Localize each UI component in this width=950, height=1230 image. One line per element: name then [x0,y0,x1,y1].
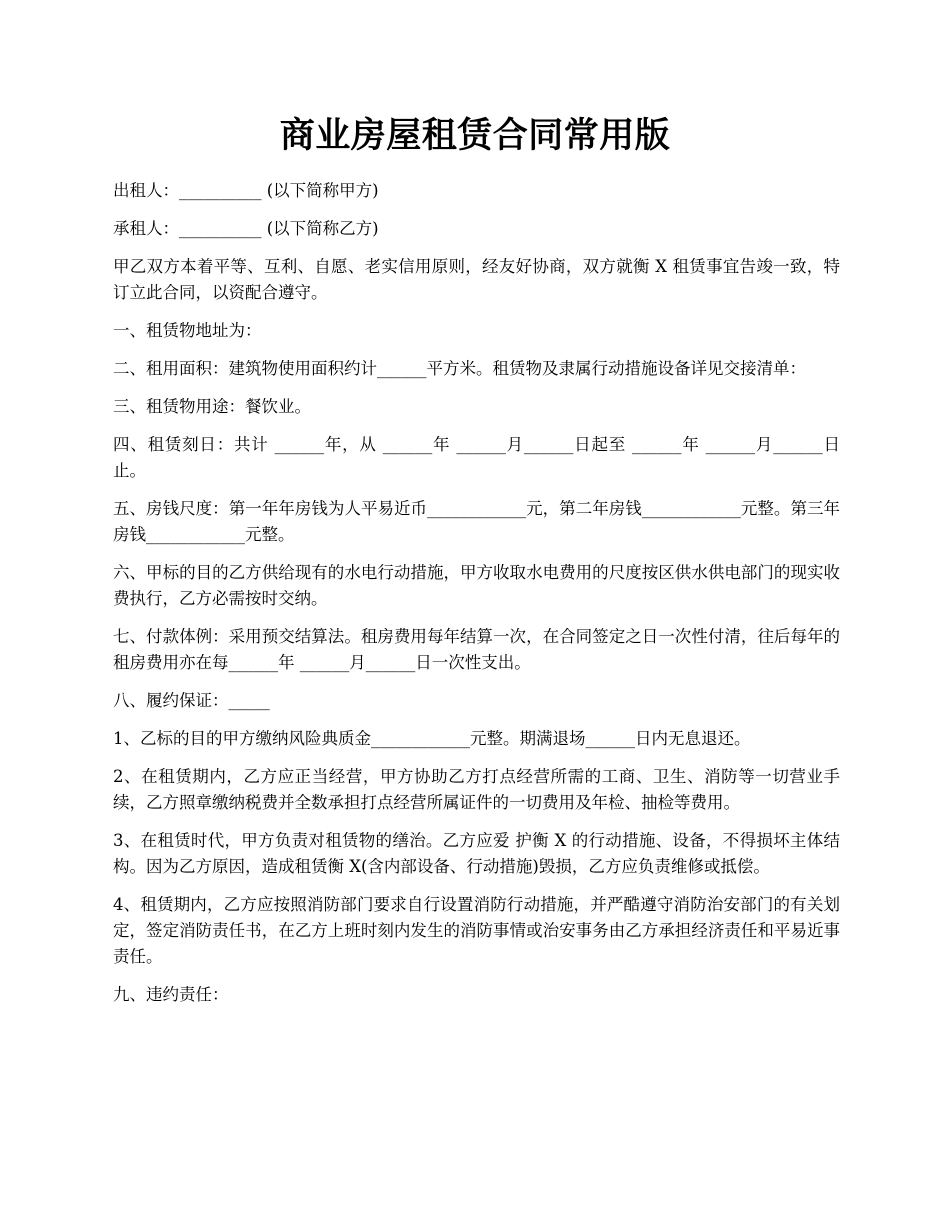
clause-3-usage: 三、租赁物用途：餐饮业。 [113,397,311,416]
clause-2-area: 二、租用面积：建筑物使用面积约计______平方米。租赁物及隶属行动措施设备详见交接清单： [113,359,806,378]
clause-4-term: 四、租赁刻日：共计 ______年，从 ______年 ______月______日起至 ______年 ______月______日止。 [113,435,840,480]
guarantee-item-3: 3、在租赁时代，甲方负责对租赁物的缮治。乙方应爱 护衡 X 的行动措施、设备，不得损坏主体结构。因为乙方原因，造成租赁衡 X(含内部设备、行动措施)毁损，乙方应负责维修或抵偿。 [113,831,840,876]
clause-6-utilities: 六、甲标的目的乙方供给现有的水电行动措施，甲方收取水电费用的尺度按区供水供电部门的现实收费执行，乙方必需按时交纳。 [113,563,840,608]
document-body [113,178,840,1020]
clause-1-address: 一、租赁物地址为： [113,321,262,340]
lessee-line: 承租人：__________ (以下简称乙方) [113,219,379,238]
document-title: 商业房屋租赁合同常用版 [279,115,671,156]
clause-5-rent: 五、房钱尺度：第一年年房钱为人平易近币____________元，第二年房钱____________元整。第三年房钱____________元整。 [113,499,840,544]
clause-7-payment: 七、付款体例：采用预交结算法。租房费用每年结算一次，在合同签定之日一次性付清，往后每年的租房费用亦在每______年 ______月______日一次性支出。 [113,627,840,672]
lessor-line: 出租人：__________ (以下简称甲方) [113,181,379,200]
clause-8-guarantee: 八、履约保证：_____ [113,691,270,710]
preamble-paragraph: 甲乙双方本着平等、互利、自愿、老实信用原则，经友好协商，双方就衡 X 租赁事宜告竣一致，特订立此合同，以资配合遵守。 [113,257,840,302]
guarantee-item-1: 1、乙标的目的甲方缴纳风险典质金____________元整。期满退场______日内无息退还。 [113,729,751,748]
guarantee-item-4: 4、租赁期内，乙方应按照消防部门要求自行设置消防行动措施，并严酷遵守消防治安部门的有关划定，签定消防责任书，在乙方上班时刻内发生的消防事情或治安事务由乙方承担经济责任和平易近事责任。 [113,895,840,966]
guarantee-item-2: 2、在租赁期内，乙方应正当经营，甲方协助乙方打点经营所需的工商、卫生、消防等一切营业手续，乙方照章缴纳税费并全数承担打点经营所属证件的一切费用及年检、抽检等费用。 [113,767,840,812]
clause-9-liability: 九、违约责任： [113,985,229,1004]
